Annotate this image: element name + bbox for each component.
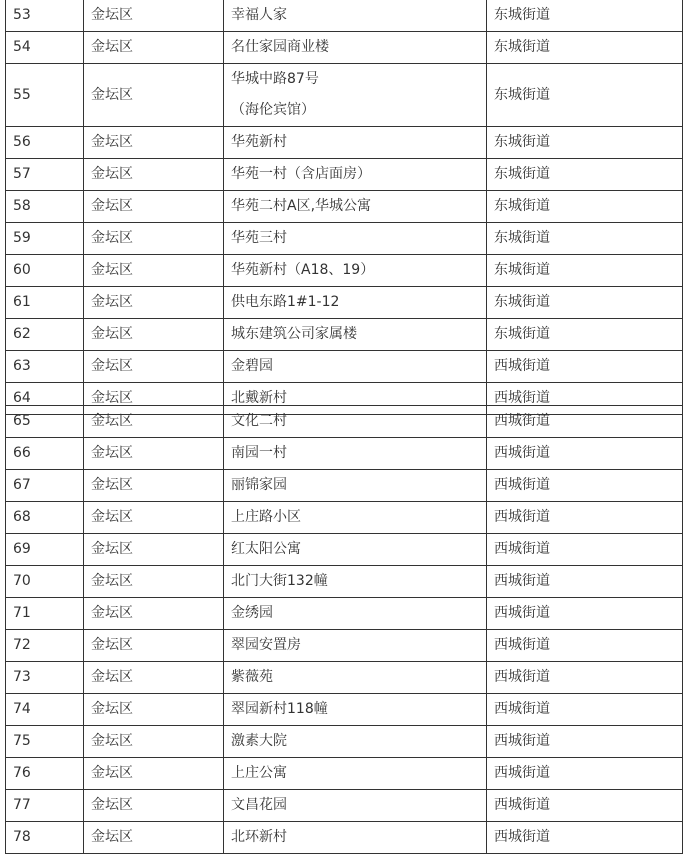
cell-number: 74: [6, 694, 84, 726]
cell-number: 58: [6, 191, 84, 223]
table-row: [6, 191, 683, 223]
cell-number: 64: [6, 383, 84, 415]
table-row: [6, 351, 683, 383]
cell-community-name: [224, 694, 487, 726]
community-name-line: 北戴新村: [231, 390, 287, 406]
table-row: [6, 438, 683, 470]
cell-community-name: [224, 319, 487, 351]
cell-street: 东城街道: [487, 255, 683, 287]
community-table-top: [5, 0, 683, 415]
cell-street: 西城街道: [487, 790, 683, 822]
community-name-line: 华城中路87号: [231, 71, 319, 87]
community-name-line: 城东建筑公司家属楼: [231, 326, 357, 342]
cell-district: 金坛区: [84, 822, 224, 854]
community-name-line: 文昌花园: [231, 797, 287, 813]
cell-street: 西城街道: [487, 630, 683, 662]
cell-district: 金坛区: [84, 438, 224, 470]
table-row: [6, 159, 683, 191]
community-name-line: 上庄路小区: [231, 509, 301, 525]
cell-number: 76: [6, 758, 84, 790]
cell-street: 东城街道: [487, 191, 683, 223]
community-name-line: 北门大街132幢: [231, 573, 328, 589]
cell-community-name: [224, 191, 487, 223]
cell-community-name: [224, 351, 487, 383]
cell-street: 西城街道: [487, 598, 683, 630]
cell-community-name: [224, 598, 487, 630]
table-row: [6, 406, 683, 438]
cell-community-name: [224, 790, 487, 822]
community-name-line: （海伦宾馆）: [231, 102, 315, 118]
cell-community-name: [224, 630, 487, 662]
cell-district: 金坛区: [84, 223, 224, 255]
cell-community-name: [224, 255, 487, 287]
cell-district: 金坛区: [84, 726, 224, 758]
cell-number: 55: [6, 64, 84, 127]
community-name-line: 名仕家园商业楼: [231, 39, 329, 55]
cell-number: 71: [6, 598, 84, 630]
cell-street: 西城街道: [487, 351, 683, 383]
table-row: [6, 534, 683, 566]
cell-number: 57: [6, 159, 84, 191]
cell-number: 70: [6, 566, 84, 598]
community-name-line: 幸福人家: [231, 7, 287, 23]
cell-district: 金坛区: [84, 758, 224, 790]
table-row: [6, 32, 683, 64]
community-name-line: 文化二村: [231, 413, 287, 429]
cell-community-name: [224, 502, 487, 534]
cell-number: 69: [6, 534, 84, 566]
cell-street: 西城街道: [487, 662, 683, 694]
table-row: [6, 64, 683, 127]
cell-street: 西城街道: [487, 502, 683, 534]
cell-district: 金坛区: [84, 566, 224, 598]
table-row: [6, 694, 683, 726]
table-row: [6, 758, 683, 790]
community-name-line: 金碧园: [231, 358, 273, 374]
table-body: [6, 406, 683, 854]
cell-community-name: [224, 32, 487, 64]
cell-district: 金坛区: [84, 630, 224, 662]
cell-street: 东城街道: [487, 64, 683, 127]
cell-district: 金坛区: [84, 319, 224, 351]
table-row: [6, 726, 683, 758]
cell-number: 77: [6, 790, 84, 822]
community-name-line: 翠园新村118幢: [231, 701, 328, 717]
cell-community-name: [224, 159, 487, 191]
cell-street: 西城街道: [487, 470, 683, 502]
cell-number: 63: [6, 351, 84, 383]
cell-district: 金坛区: [84, 383, 224, 415]
cell-district: 金坛区: [84, 191, 224, 223]
cell-number: 65: [6, 406, 84, 438]
table-row: [6, 223, 683, 255]
cell-community-name: [224, 287, 487, 319]
cell-district: 金坛区: [84, 662, 224, 694]
cell-number: 54: [6, 32, 84, 64]
cell-district: 金坛区: [84, 32, 224, 64]
cell-district: 金坛区: [84, 64, 224, 127]
cell-street: 西城街道: [487, 566, 683, 598]
cell-street: 西城街道: [487, 438, 683, 470]
cell-street: 东城街道: [487, 287, 683, 319]
cell-district: 金坛区: [84, 0, 224, 32]
community-name-line: 北环新村: [231, 829, 287, 845]
community-name-line: 金绣园: [231, 605, 273, 621]
cell-number: 56: [6, 127, 84, 159]
cell-street: 东城街道: [487, 127, 683, 159]
table-row: [6, 0, 683, 32]
cell-district: 金坛区: [84, 255, 224, 287]
cell-street: 西城街道: [487, 694, 683, 726]
cell-street: 西城街道: [487, 406, 683, 438]
community-name-line: 华苑三村: [231, 230, 287, 246]
cell-district: 金坛区: [84, 534, 224, 566]
community-name-line: 华苑一村（含店面房）: [231, 166, 371, 182]
cell-community-name: [224, 470, 487, 502]
cell-community-name: [224, 64, 487, 127]
cell-community-name: [224, 726, 487, 758]
cell-community-name: [224, 566, 487, 598]
cell-number: 78: [6, 822, 84, 854]
cell-district: 金坛区: [84, 790, 224, 822]
community-name-line: 翠园安置房: [231, 637, 301, 653]
cell-community-name: [224, 127, 487, 159]
cell-district: 金坛区: [84, 502, 224, 534]
cell-community-name: [224, 534, 487, 566]
cell-district: 金坛区: [84, 598, 224, 630]
cell-number: 75: [6, 726, 84, 758]
cell-street: 西城街道: [487, 758, 683, 790]
community-name-line: 华苑二村A区,华城公寓: [231, 198, 372, 214]
table-row: [6, 470, 683, 502]
cell-district: 金坛区: [84, 694, 224, 726]
cell-district: 金坛区: [84, 351, 224, 383]
community-name-line: 激素大院: [231, 733, 287, 749]
cell-street: 西城街道: [487, 383, 683, 415]
cell-street: 东城街道: [487, 32, 683, 64]
cell-number: 67: [6, 470, 84, 502]
cell-number: 59: [6, 223, 84, 255]
table-body: [6, 0, 683, 415]
cell-number: 60: [6, 255, 84, 287]
table-row: [6, 502, 683, 534]
cell-number: 53: [6, 0, 84, 32]
cell-community-name: [224, 223, 487, 255]
cell-number: 62: [6, 319, 84, 351]
cell-street: 东城街道: [487, 223, 683, 255]
cell-street: 东城街道: [487, 319, 683, 351]
table-row: [6, 598, 683, 630]
community-name-line: 供电东路1#1-12: [231, 294, 340, 310]
table-row: [6, 790, 683, 822]
cell-street: 西城街道: [487, 726, 683, 758]
cell-district: 金坛区: [84, 127, 224, 159]
community-name-line: 华苑新村（A18、19）: [231, 262, 375, 278]
community-name-line: 紫薇苑: [231, 669, 273, 685]
table-row: [6, 287, 683, 319]
cell-number: 73: [6, 662, 84, 694]
cell-number: 68: [6, 502, 84, 534]
cell-community-name: [224, 662, 487, 694]
cell-street: 西城街道: [487, 534, 683, 566]
table-row: [6, 822, 683, 854]
cell-community-name: [224, 438, 487, 470]
cell-street: 西城街道: [487, 822, 683, 854]
community-name-line: 上庄公寓: [231, 765, 287, 781]
table-row: [6, 127, 683, 159]
cell-number: 61: [6, 287, 84, 319]
table-row: [6, 255, 683, 287]
cell-district: 金坛区: [84, 406, 224, 438]
table-row: [6, 319, 683, 351]
cell-district: 金坛区: [84, 287, 224, 319]
table-row: [6, 566, 683, 598]
table-row: [6, 662, 683, 694]
cell-community-name: [224, 822, 487, 854]
community-table-bottom: [5, 405, 683, 854]
community-name-line: 丽锦家园: [231, 477, 287, 493]
cell-community-name: [224, 0, 487, 32]
cell-street: 东城街道: [487, 0, 683, 32]
cell-district: 金坛区: [84, 470, 224, 502]
cell-street: 东城街道: [487, 159, 683, 191]
cell-community-name: [224, 758, 487, 790]
cell-district: 金坛区: [84, 159, 224, 191]
cell-community-name: [224, 406, 487, 438]
table-row: [6, 630, 683, 662]
community-name-line: 华苑新村: [231, 134, 287, 150]
cell-number: 72: [6, 630, 84, 662]
community-name-line: 南园一村: [231, 445, 287, 461]
community-name-line: 红太阳公寓: [231, 541, 301, 557]
cell-number: 66: [6, 438, 84, 470]
